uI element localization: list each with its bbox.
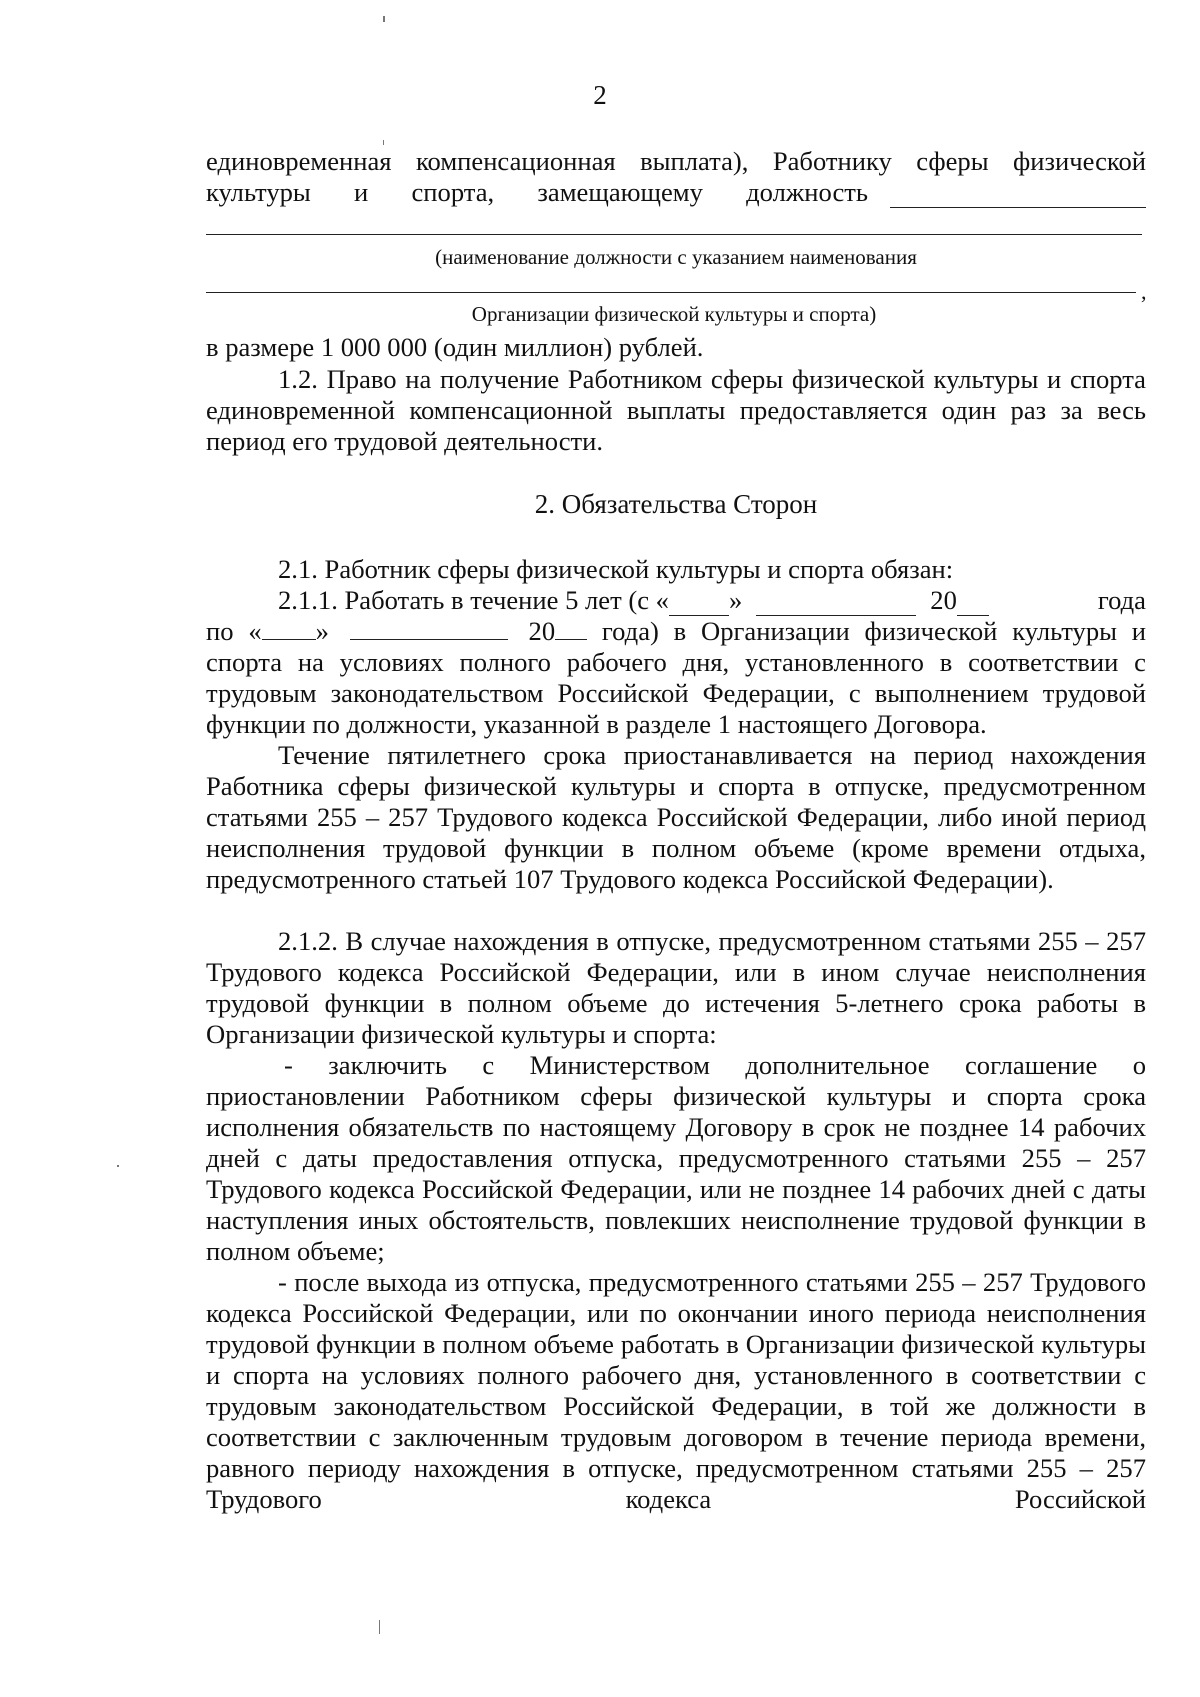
caption-organization: Организации физической культуры и спорта) (471, 302, 877, 326)
clause-2-1-1-dates: 2.1.1. Работать в течение 5 лет (с « » 20 года (278, 585, 1146, 615)
end-month-blank (350, 617, 508, 640)
clause-2-1-2: 2.1.2. В случае нахождения в отпуске, предусмотренном статьями 255 – 257 Трудового кодекса Российской Федерации, или в ином случае неисполнения трудовой функции в полном объеме до истечения 5-летнего срока работы в Организации физической культуры и спорта: (206, 926, 1146, 1049)
position-blank (890, 181, 1146, 208)
intro-line-1: единовременная компенсационная выплата), Работнику сферы физической (206, 146, 1146, 176)
scan-speck (117, 1165, 119, 1167)
section-2-heading: 2. Обязательства Сторон (534, 489, 818, 519)
scan-speck (383, 16, 385, 22)
position-blank-line (206, 234, 1142, 235)
bullet-2: - после выхода из отпуска, предусмотренного статьями 255 – 257 Трудового кодекса Российской Федерации, или по окончании иного периода неисполнения трудовой функции в полном объеме работать в Организации физической культуры и спорта на условиях полного рабочего дня, установленного в соответствии с трудовым законодательством Российской Федерации, в той же должности в соответствии с заключенным трудовым договором в течение периода времени, равного периоду нахождения в отпуске, предусмотренном статьями 255 – 257 Трудового кодекса Российской (206, 1267, 1146, 1514)
end-day-blank (262, 617, 316, 640)
clause-2-1-1: по « » 20 года) в Организации физической культуры и спорта на условиях полного рабочего дня, установленного в соответствии с трудовым законодательством Российской Федерации, с выполнением трудовой функции по должности, указанной в разделе 1 настоящего Договора. (206, 616, 1147, 739)
bullet-1: - заключить с Министерством дополнительное соглашение о приостановлении Работником сферы физической культуры и спорта срока исполнения обязательств по настоящему Договору в срок не позднее 14 рабочих дней с даты предоставления отпуска, предусмотренного статьями 255 – 257 Трудового кодекса Российской Федерации, или не позднее 14 рабочих дней с даты наступления иных обстоятельств, повлекших неисполнение трудовой функции в полном объеме; (206, 1050, 1146, 1266)
scan-speck (379, 1620, 380, 1634)
clause-1-2: 1.2. Право на получение Работником сферы физической культуры и спорта единовременной компенсационной выплаты предоставляется один раз за весь период его трудовой деятельности. (206, 364, 1146, 456)
intro-line-2: культуры и спорта, замещающему должность (206, 177, 1146, 208)
end-year-blank (555, 617, 587, 640)
organization-blank-line (206, 292, 1136, 293)
clause-2-1: 2.1. Работник сферы физической культуры и спорта обязан: (278, 554, 954, 584)
start-day-blank (669, 593, 729, 616)
trailing-comma: , (1141, 279, 1147, 304)
scan-speck (383, 140, 384, 145)
caption-position: (наименование должности с указанием наименования (435, 245, 917, 269)
start-year-blank (957, 593, 989, 616)
start-month-blank (756, 593, 916, 616)
amount-line: в размере 1 000 000 (один миллион) рублей. (206, 332, 704, 362)
paragraph-suspension: Течение пятилетнего срока приостанавливается на период нахождения Работника сферы физической культуры и спорта в отпуске, предусмотренном статьями 255 – 257 Трудового кодекса Российской Федерации, либо иной период неисполнения трудовой функции в полном объеме (кроме времени отдыха, предусмотренного статьей 107 Трудового кодекса Российской Федерации). (206, 740, 1146, 894)
page-number: 2 (593, 80, 607, 110)
